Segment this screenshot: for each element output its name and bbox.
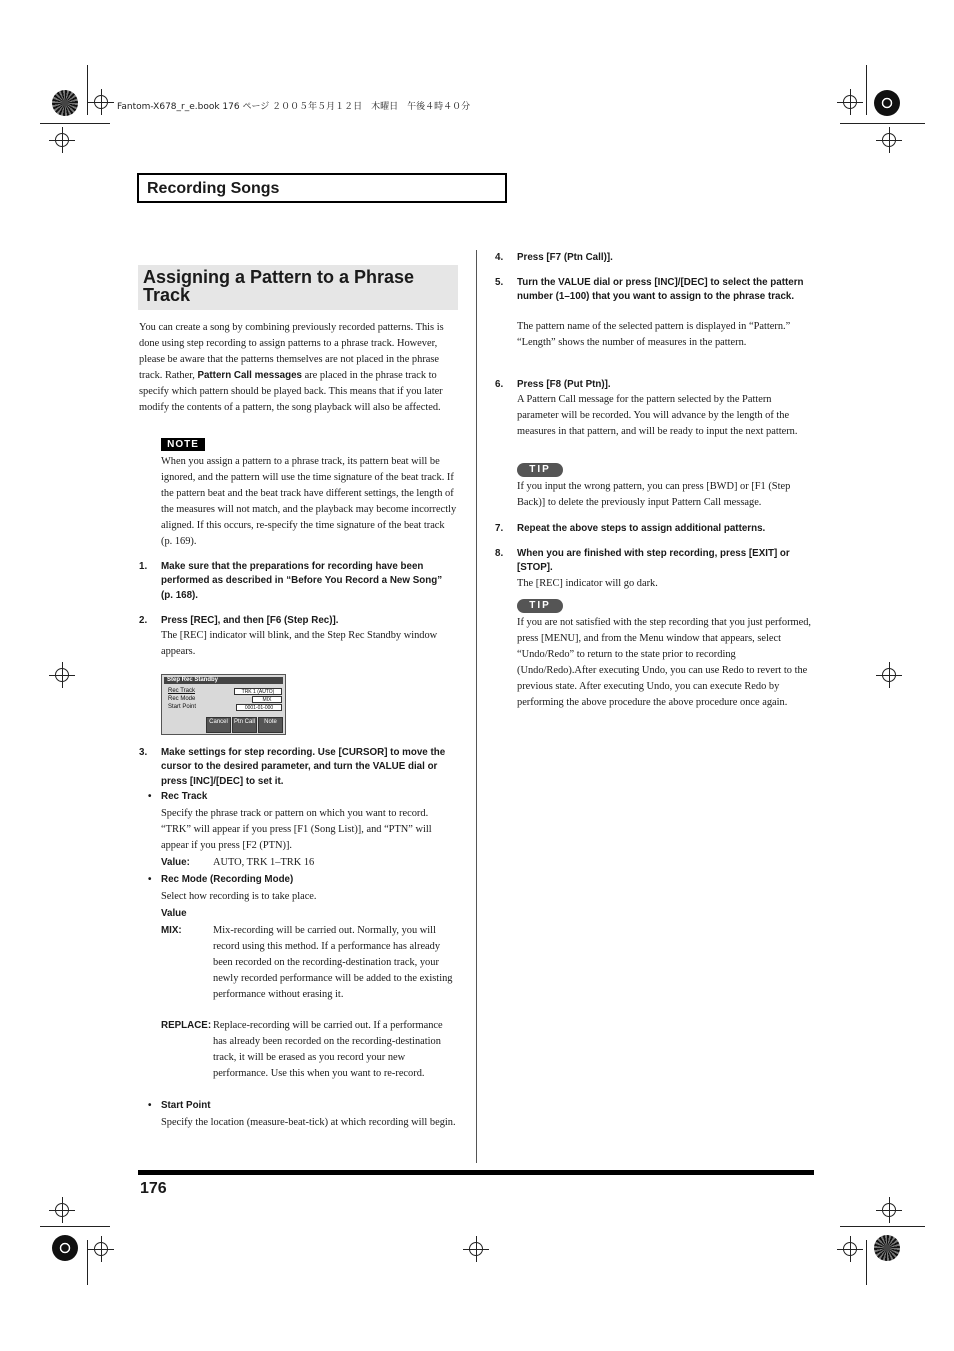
registration-mark-icon bbox=[55, 1203, 69, 1217]
crop-line bbox=[40, 123, 110, 124]
start-point-field: 0001-01-000 bbox=[236, 704, 282, 711]
screen-label: Start Point bbox=[168, 704, 197, 710]
tip-badge: TIP bbox=[517, 599, 563, 613]
crop-line bbox=[866, 65, 867, 115]
crop-line bbox=[840, 1226, 925, 1227]
section-title: Recording Songs bbox=[147, 180, 280, 197]
registration-mark-icon bbox=[55, 668, 69, 682]
step-instruction: Press [REC], and then [F6 (Step Rec)]. bbox=[161, 615, 339, 626]
registration-mark-icon bbox=[843, 95, 857, 109]
column-divider bbox=[476, 250, 477, 1163]
replace-label: REPLACE: bbox=[161, 1020, 212, 1031]
param-description: Select how recording is to take place. bbox=[161, 891, 317, 902]
value-label: Value bbox=[161, 908, 187, 919]
param-title: Rec Track bbox=[161, 791, 208, 802]
registration-disc-icon bbox=[874, 1235, 900, 1261]
step-rec-standby-screen bbox=[161, 674, 286, 735]
step-description: The [REC] indicator will blink, and the Step Rec Standby window appears. bbox=[161, 630, 438, 657]
step-number: 4. bbox=[495, 252, 504, 263]
heading-box bbox=[138, 265, 458, 310]
registration-mark-icon bbox=[94, 1242, 108, 1256]
step-number: 2. bbox=[139, 615, 148, 626]
intro-paragraph bbox=[139, 320, 457, 415]
registration-mark-icon bbox=[55, 133, 69, 147]
registration-disc-icon bbox=[874, 90, 900, 116]
registration-mark-icon bbox=[843, 1242, 857, 1256]
intro-text: You can create a song by combining previously recorded patterns. This is done using step recording to assign patterns to a phrase track. However, please be aware that the patterns themselves are not placed in the phrase track. Rather, bbox=[139, 322, 444, 381]
cancel-button: Cancel bbox=[206, 717, 231, 733]
screen-label: Rec Track bbox=[168, 688, 196, 694]
step-instruction: Turn the VALUE dial or press [INC]/[DEC] to select the pattern number (1–100) that you want to assign to the phrase track. bbox=[517, 277, 804, 303]
page-heading: Assigning a Pattern to a Phrase Track bbox=[143, 267, 415, 305]
mix-text: Mix-recording will be carried out. Normally, you will record using this method. If a performance has already been recorded on the recording-destination track, your newly recorded performance will be added to the existing performance without erasing it. bbox=[213, 925, 453, 1000]
registration-mark-icon bbox=[882, 133, 896, 147]
param-title: Rec Mode (Recording Mode) bbox=[161, 874, 294, 885]
step-description: The [REC] indicator will go dark. bbox=[517, 578, 658, 589]
mix-label: MIX: bbox=[161, 925, 182, 936]
step-instruction: Press [F7 (Ptn Call)]. bbox=[517, 252, 613, 263]
registration-mark-icon bbox=[882, 1203, 896, 1217]
tip-text: If you are not satisfied with the step recording that you just performed, press [MENU], and from the Menu window that appears, select “Undo/Redo” to return to the state prior to recording (Undo/Redo).After executing Undo, you can use Redo to revert to the previous state. After executing Undo, you can execute Redo by performing the above procedure the above procedure once again. bbox=[517, 617, 812, 708]
step-number: 3. bbox=[139, 747, 148, 758]
crop-line bbox=[87, 65, 88, 115]
registration-mark-icon bbox=[94, 95, 108, 109]
crop-line bbox=[840, 123, 925, 124]
param-description: Specify the phrase track or pattern on which you want to record. “TRK” will appear if you press [F1 (Song List)], and “PTN” will appear if you press [F2 (PTN)]. bbox=[161, 808, 432, 851]
value-text: AUTO, TRK 1–TRK 16 bbox=[213, 857, 315, 868]
step-description: A Pattern Call message for the pattern selected by the Pattern parameter will be recorded. You will advance by the length of the measures in that pattern, and will be ready to input the next pattern. bbox=[517, 394, 798, 437]
intro-bold: Pattern Call messages bbox=[197, 369, 302, 381]
crop-line bbox=[87, 1240, 88, 1285]
step-instruction: When you are finished with step recording, press [EXIT] or [STOP]. bbox=[517, 548, 790, 574]
rec-track-field: TRK 1 (AUTO) bbox=[234, 688, 282, 695]
step-number: 7. bbox=[495, 523, 504, 534]
intro-text: are placed in the phrase track to specify which pattern should be played back. This means that if you later modify the contents of a pattern, the song playback will also be affected. bbox=[139, 369, 443, 413]
note-badge: NOTE bbox=[161, 438, 205, 451]
footer-rule bbox=[138, 1170, 814, 1175]
tip-text: If you input the wrong pattern, you can press [BWD] or [F1 (Step Back)] to delete the previously input Pattern Call message. bbox=[517, 481, 791, 508]
step-number: 6. bbox=[495, 379, 504, 390]
registration-mark-icon bbox=[469, 1242, 483, 1256]
step-description: The pattern name of the selected pattern is displayed in “Pattern.” “Length” shows the number of measures in the pattern. bbox=[517, 321, 791, 348]
section-title-box bbox=[137, 173, 507, 203]
crop-line bbox=[866, 1240, 867, 1285]
bullet: • bbox=[148, 1100, 152, 1111]
note-button: Note bbox=[258, 717, 283, 733]
registration-mark-icon bbox=[882, 668, 896, 682]
screen-title: Step Rec Standby bbox=[164, 677, 283, 684]
replace-text: Replace-recording will be carried out. If a performance has already been recorded on the recording-destination track, it will be erased as you record your new performance. Use this when you want to re-record. bbox=[213, 1020, 443, 1079]
step-instruction: Make sure that the preparations for recording have been performed as described in “Before You Record a New Song” (p. 168). bbox=[161, 561, 443, 601]
param-title: Start Point bbox=[161, 1100, 211, 1111]
tip-badge: TIP bbox=[517, 463, 563, 477]
screen-label: Rec Mode bbox=[168, 696, 196, 702]
registration-disc-icon bbox=[52, 90, 78, 116]
step-number: 1. bbox=[139, 561, 148, 572]
step-instruction: Press [F8 (Put Ptn)]. bbox=[517, 379, 611, 390]
registration-disc-icon bbox=[52, 1235, 78, 1261]
step-number: 8. bbox=[495, 548, 504, 559]
page-number: 176 bbox=[140, 1180, 167, 1197]
rec-mode-field: MIX bbox=[252, 696, 282, 703]
running-header: Fantom-X678_r_e.book 176 ページ ２００５年５月１２日 木曜日 午後４時４０分 bbox=[117, 102, 471, 112]
bullet: • bbox=[148, 791, 152, 802]
value-label: Value: bbox=[161, 857, 190, 868]
step-instruction: Repeat the above steps to assign additional patterns. bbox=[517, 523, 766, 534]
step-instruction: Make settings for step recording. Use [CURSOR] to move the cursor to the desired parameter, and turn the VALUE dial or press [INC]/[DEC] to set it. bbox=[161, 747, 446, 787]
ptn-call-button: Ptn Call bbox=[232, 717, 257, 733]
crop-line bbox=[40, 1226, 110, 1227]
note-text: When you assign a pattern to a phrase track, its pattern beat will be ignored, and the pattern will use the time signature of the beat track. If the pattern beat and the beat track have different settings, the length of the measures will not match, and the playback may become incorrectly aligned. If this occurs, re-specify the time signature of the beat track (p. 169). bbox=[161, 456, 457, 547]
bullet: • bbox=[148, 874, 152, 885]
step-number: 5. bbox=[495, 277, 504, 288]
param-description: Specify the location (measure-beat-tick) at which recording will begin. bbox=[161, 1117, 456, 1128]
